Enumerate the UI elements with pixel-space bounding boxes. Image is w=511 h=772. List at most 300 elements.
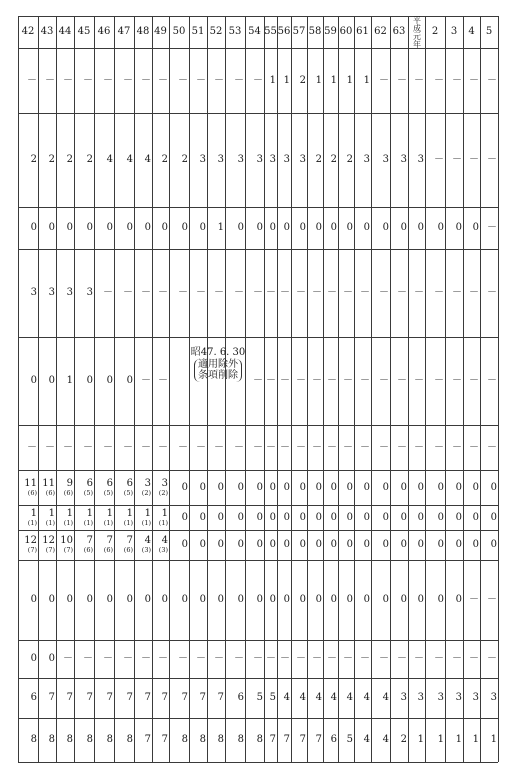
table-cell [425, 337, 445, 425]
table-cell [291, 337, 307, 425]
column-header: 43 [40, 26, 54, 37]
cell-value: 12 [24, 535, 37, 547]
cell-subvalue: (6) [83, 546, 93, 555]
cell-value: － [360, 375, 370, 386]
cell-value: 0 [455, 481, 462, 493]
cell-value: － [327, 441, 337, 453]
table-cell [425, 640, 445, 678]
cell-subvalue: (2) [141, 488, 151, 497]
table-cell [245, 113, 264, 207]
table-cell [371, 48, 390, 113]
table-cell [445, 48, 463, 113]
table-cell [277, 48, 291, 113]
column-header: 44 [58, 26, 72, 37]
table-cell [18, 640, 38, 678]
cell-value: 0 [144, 594, 151, 605]
table-cell [189, 718, 207, 762]
table-cell [38, 337, 56, 425]
table-cell [207, 530, 225, 560]
table-cell [277, 425, 291, 470]
cell-value: － [397, 287, 407, 298]
table-cell [338, 48, 354, 113]
table-cell [94, 207, 114, 249]
cell-value: 6 [106, 477, 113, 489]
cell-value: 3 [48, 287, 55, 298]
cell-value: 7 [126, 535, 133, 547]
cell-value: 0 [86, 222, 93, 233]
table-cell [18, 530, 38, 560]
table-cell [18, 249, 38, 337]
table-cell [480, 470, 498, 505]
table-cell [56, 207, 74, 249]
cell-value: 0 [363, 511, 370, 523]
table-cell [445, 337, 463, 425]
cell-value: 0 [330, 511, 337, 523]
cell-value: － [312, 441, 322, 453]
table-cell [38, 678, 56, 718]
cell-value: － [178, 653, 188, 664]
table-cell [152, 678, 169, 718]
cell-value: 0 [199, 539, 206, 550]
table-cell [264, 337, 277, 425]
cell-value: 7 [86, 692, 93, 703]
cell-value: 0 [437, 594, 444, 605]
table-cell [114, 560, 134, 640]
table-cell [371, 640, 390, 678]
table-cell [371, 249, 390, 337]
table-cell [291, 560, 307, 640]
table-cell [371, 505, 390, 530]
cell-value: 3 [237, 154, 244, 165]
cell-value: － [469, 375, 479, 386]
cell-subvalue: (1) [103, 518, 113, 527]
table-cell [114, 640, 134, 678]
table-cell [225, 560, 245, 640]
table-cell [480, 113, 498, 207]
table-cell [264, 48, 277, 113]
cell-value: 0 [315, 594, 322, 605]
cell-value: 0 [400, 222, 407, 233]
table-cell [425, 207, 445, 249]
cell-value: 6 [126, 477, 133, 489]
table-cell [18, 113, 38, 207]
table-cell [323, 113, 338, 207]
table-cell [207, 470, 225, 505]
cell-value: － [158, 441, 168, 453]
cell-subvalue: (7) [27, 546, 37, 555]
column-header: 53 [228, 26, 242, 37]
table-cell [94, 560, 114, 640]
table-cell [225, 718, 245, 762]
table-cell [94, 113, 114, 207]
table-cell [169, 249, 189, 337]
cell-value: － [196, 441, 206, 453]
cell-value: 7 [315, 734, 322, 745]
table-cell [291, 425, 307, 470]
table-cell [169, 530, 189, 560]
annotation-note [178, 347, 258, 382]
table-cell [390, 530, 408, 560]
table-cell [323, 718, 338, 762]
table-cell [207, 113, 225, 207]
cell-value: 0 [315, 222, 322, 233]
cell-value: － [214, 441, 224, 453]
table-cell [463, 560, 480, 640]
table-cell [390, 337, 408, 425]
table-cell [323, 530, 338, 560]
cell-value: － [397, 441, 407, 453]
table-cell [18, 337, 38, 425]
column-header: 46 [97, 26, 111, 37]
cell-value: 1 [66, 507, 73, 519]
cell-value: 4 [330, 692, 337, 703]
table-cell [38, 48, 56, 113]
cell-value: 0 [161, 222, 168, 233]
cell-value: － [27, 74, 37, 86]
cell-value: 2 [330, 154, 337, 165]
table-cell [291, 113, 307, 207]
table-cell [338, 207, 354, 249]
cell-value: － [141, 74, 151, 86]
cell-value: － [158, 653, 168, 664]
cell-value: 0 [417, 481, 424, 493]
table-cell [463, 337, 480, 425]
table-cell [390, 678, 408, 718]
cell-value: － [379, 441, 389, 453]
table-cell [134, 560, 152, 640]
table-cell [264, 113, 277, 207]
cell-value: 3 [256, 154, 263, 165]
cell-subvalue: (7) [63, 546, 73, 555]
table-cell [134, 113, 152, 207]
table-cell [94, 425, 114, 470]
table-cell [134, 640, 152, 678]
cell-value: 0 [48, 222, 55, 233]
cell-value: 0 [490, 539, 497, 550]
table-cell [134, 470, 152, 505]
table-cell [264, 505, 277, 530]
cell-value: 6 [86, 477, 93, 489]
table-cell [445, 505, 463, 530]
table-cell [207, 425, 225, 470]
cell-value: 0 [106, 222, 113, 233]
table-cell [189, 48, 207, 113]
table-cell [463, 425, 480, 470]
table-cell [264, 560, 277, 640]
cell-value: － [343, 653, 353, 664]
cell-value: 8 [86, 734, 93, 745]
cell-value: － [103, 287, 113, 298]
table-cell [189, 425, 207, 470]
table-cell [323, 425, 338, 470]
table-cell [408, 207, 425, 249]
cell-value: － [158, 287, 168, 298]
cell-value: － [296, 441, 306, 453]
cell-value: 0 [86, 375, 93, 386]
table-cell [354, 207, 371, 249]
cell-value: 0 [217, 594, 224, 605]
table-cell [56, 337, 74, 425]
table-cell [307, 560, 323, 640]
table-cell [408, 249, 425, 337]
column-header: 56 [277, 26, 291, 37]
cell-value: 5 [346, 734, 353, 745]
table-cell [390, 640, 408, 678]
table-cell [74, 560, 94, 640]
cell-value: － [45, 74, 55, 86]
table-cell [56, 560, 74, 640]
cell-value: － [234, 653, 244, 664]
table-cell [207, 249, 225, 337]
table-cell [169, 560, 189, 640]
cell-value: － [63, 74, 73, 86]
table-cell [134, 337, 152, 425]
cell-value: － [141, 441, 151, 453]
table-cell [207, 640, 225, 678]
table-cell [338, 640, 354, 678]
cell-value: 2 [30, 154, 37, 165]
table-cell [225, 113, 245, 207]
table-cell [277, 470, 291, 505]
cell-value: 0 [299, 594, 306, 605]
cell-value: 0 [299, 539, 306, 550]
cell-value: － [253, 653, 263, 664]
cell-value: 0 [269, 222, 276, 233]
table-cell [74, 337, 94, 425]
cell-value: － [452, 441, 462, 453]
table-cell [74, 207, 94, 249]
cell-value: － [63, 441, 73, 453]
cell-value: 11 [42, 477, 55, 489]
cell-value: 0 [199, 481, 206, 493]
cell-subvalue: (1) [123, 518, 133, 527]
cell-value: 4 [106, 154, 113, 165]
table-cell [225, 48, 245, 113]
cell-value: － [487, 154, 497, 165]
table-cell [152, 560, 169, 640]
table-cell [74, 113, 94, 207]
cell-value: 0 [382, 539, 389, 550]
cell-value: 4 [144, 154, 151, 165]
table-cell [277, 337, 291, 425]
table-cell [307, 640, 323, 678]
table-cell [134, 718, 152, 762]
table-cell [94, 470, 114, 505]
table-cell [264, 640, 277, 678]
table-cell [277, 113, 291, 207]
cell-value: 0 [363, 539, 370, 550]
table-cell [245, 718, 264, 762]
table-cell [371, 207, 390, 249]
column-header: 52 [209, 26, 223, 37]
table-cell [207, 560, 225, 640]
table-cell [354, 113, 371, 207]
cell-value: 8 [106, 734, 113, 745]
cell-value: 0 [199, 594, 206, 605]
cell-value: 0 [48, 375, 55, 386]
column-header: 42 [21, 26, 35, 37]
table-cell [114, 207, 134, 249]
cell-subvalue: (1) [27, 518, 37, 527]
table-cell [18, 678, 38, 718]
table-cell [207, 207, 225, 249]
cell-value: － [487, 653, 497, 664]
table-cell [408, 718, 425, 762]
cell-value: 0 [256, 222, 263, 233]
cell-value: 0 [490, 511, 497, 523]
cell-value: 0 [417, 222, 424, 233]
cell-subvalue: (6) [45, 488, 55, 497]
cell-value: 1 [66, 375, 73, 386]
table-cell [307, 718, 323, 762]
cell-value: － [343, 375, 353, 386]
cell-value: 7 [283, 734, 290, 745]
cell-value: － [296, 653, 306, 664]
table-cell [445, 678, 463, 718]
cell-value: 0 [346, 539, 353, 550]
cell-value: 3 [86, 287, 93, 298]
table-cell [134, 207, 152, 249]
cell-value: 0 [330, 539, 337, 550]
cell-value: 0 [30, 594, 37, 605]
cell-value: － [123, 287, 133, 298]
table-cell [38, 640, 56, 678]
table-cell [152, 337, 169, 425]
cell-value: 0 [455, 594, 462, 605]
cell-value: － [27, 441, 37, 453]
table-cell [291, 249, 307, 337]
cell-value: － [63, 653, 73, 664]
table-cell [189, 640, 207, 678]
table-cell [152, 48, 169, 113]
table-cell [18, 560, 38, 640]
cell-value: － [45, 441, 55, 453]
column-header: 3 [450, 26, 458, 37]
cell-value: 1 [30, 507, 37, 519]
cell-value: 0 [346, 481, 353, 493]
table-cell [425, 249, 445, 337]
cell-value: 8 [256, 734, 263, 745]
cell-value: 0 [382, 481, 389, 493]
table-cell [74, 48, 94, 113]
cell-value: 0 [256, 539, 263, 550]
table-cell [114, 530, 134, 560]
table-cell [152, 113, 169, 207]
cell-value: 7 [126, 692, 133, 703]
cell-value: 4 [144, 535, 151, 547]
table-cell [38, 560, 56, 640]
cell-value: 1 [417, 734, 424, 745]
table-cell [169, 640, 189, 678]
table-cell [323, 48, 338, 113]
table-cell [408, 48, 425, 113]
table-cell [245, 48, 264, 113]
annotation-line-2: 条項削除 [198, 370, 238, 381]
table-cell [152, 470, 169, 505]
table-cell [114, 113, 134, 207]
cell-value: 1 [330, 74, 337, 86]
table-cell [94, 337, 114, 425]
cell-value: － [280, 441, 290, 453]
table-cell [463, 470, 480, 505]
table-cell [277, 249, 291, 337]
table-cell [371, 678, 390, 718]
cell-value: 1 [144, 507, 151, 519]
table-cell [189, 560, 207, 640]
cell-value: － [253, 74, 263, 86]
cell-value: 0 [437, 222, 444, 233]
table-cell [134, 249, 152, 337]
cell-value: － [280, 375, 290, 386]
cell-value: 3 [217, 154, 224, 165]
table-cell [354, 337, 371, 425]
cell-value: 0 [181, 511, 188, 523]
table-cell [463, 505, 480, 530]
column-header: 57 [292, 26, 306, 37]
table-cell [38, 249, 56, 337]
cell-value: 0 [66, 222, 73, 233]
table-cell [38, 505, 56, 530]
cell-value: 0 [237, 222, 244, 233]
table-cell [169, 425, 189, 470]
table-cell [169, 48, 189, 113]
cell-value: － [469, 594, 479, 605]
cell-value: － [487, 594, 497, 605]
cell-value: － [83, 74, 93, 86]
table-cell [338, 718, 354, 762]
cell-value: － [312, 287, 322, 298]
table-cell [390, 48, 408, 113]
table-cell [390, 470, 408, 505]
table-cell [463, 249, 480, 337]
column-header: 60 [339, 26, 353, 37]
table-cell [225, 530, 245, 560]
cell-value: － [360, 287, 370, 298]
table-cell [264, 718, 277, 762]
table-cell [408, 640, 425, 678]
table-cell [323, 249, 338, 337]
cell-subvalue: (5) [103, 488, 113, 497]
table-cell [307, 425, 323, 470]
table-cell [56, 505, 74, 530]
cell-value: － [266, 287, 276, 298]
cell-value: 0 [66, 594, 73, 605]
cell-value: － [414, 287, 424, 298]
cell-value: － [178, 441, 188, 453]
table-cell [134, 48, 152, 113]
cell-value: 1 [363, 74, 370, 86]
cell-value: 12 [42, 535, 55, 547]
table-cell [354, 718, 371, 762]
cell-value: 0 [269, 539, 276, 550]
cell-value: － [379, 653, 389, 664]
table-cell [18, 425, 38, 470]
table-cell [152, 530, 169, 560]
cell-value: 0 [237, 594, 244, 605]
cell-value: 9 [66, 477, 73, 489]
table-cell [245, 640, 264, 678]
column-header: 55 [264, 26, 277, 37]
cell-value: － [234, 287, 244, 298]
table-cell [18, 718, 38, 762]
cell-value: － [327, 653, 337, 664]
cell-value: 7 [86, 535, 93, 547]
cell-value: － [434, 653, 444, 664]
cell-value: 0 [217, 539, 224, 550]
table-cell [169, 678, 189, 718]
table-cell [38, 207, 56, 249]
table-cell [354, 470, 371, 505]
